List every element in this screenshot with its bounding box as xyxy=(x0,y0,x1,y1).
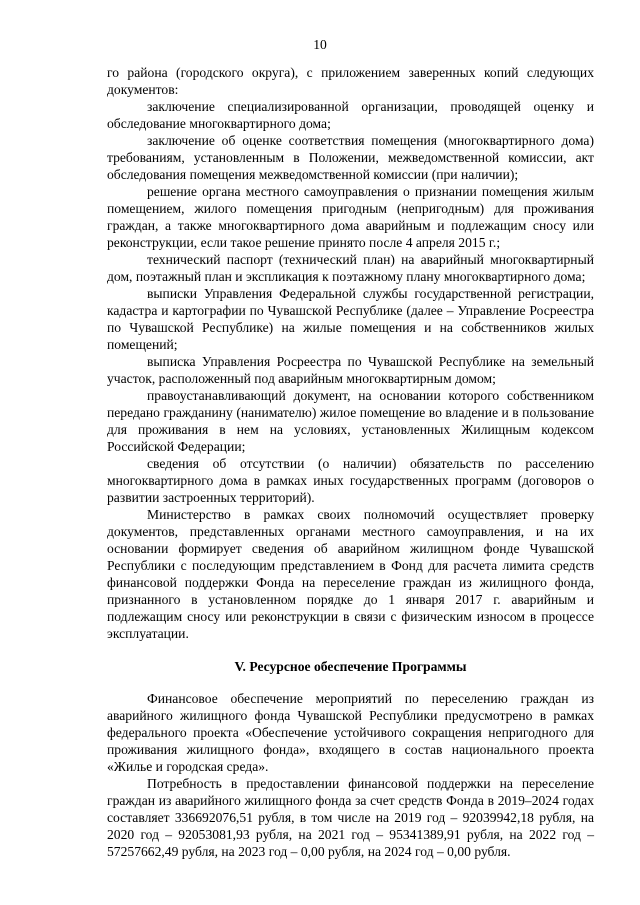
paragraph: заключение специализированной организации, проводящей оценку и обследование многоквартирного дома; xyxy=(107,99,594,131)
section-resources-text xyxy=(107,690,594,860)
paragraph: правоустанавливающий документ, на основании которого собственником передано гражданину (нанимателю) жилое помещение во владение и в пользование для проживания в нем на условиях, установленных Жилищным кодексом Российской Федерации; xyxy=(107,388,594,454)
paragraph: выписка Управления Росреестра по Чувашской Республике на земельный участок, расположенный под аварийным многоквартирным домом; xyxy=(107,354,594,386)
paragraph: решение органа местного самоуправления о признании помещения жилым помещением, жилого помещения пригодным (непригодным) для проживания граждан, а также многоквартирного дома аварийным и подлежащим сносу или реконструкции, если такое решение принято после 4 апреля 2015 г.; xyxy=(107,184,594,250)
page-number: 10 xyxy=(313,37,327,52)
paragraph: заключение об оценке соответствия помещения (многоквартирного дома) требованиям, установленным в Положении, межведомственной комиссии, акт обследования помещения межведомственной комиссии (при наличии); xyxy=(107,133,594,182)
paragraph: сведения об отсутствии (о наличии) обязательств по расселению многоквартирного дома в рамках иных государственных программ (договоров о развитии застроенных территорий). xyxy=(107,456,594,505)
paragraph: выписки Управления Федеральной службы государственной регистрации, кадастра и картографии по Чувашской Республике (далее – Управление Росреестра по Чувашской Республике) на жилые помещения и на собственников жилых помещений; xyxy=(107,286,594,352)
paragraph: технический паспорт (технический план) на аварийный многоквартирный дом, поэтажный план и экспликация к поэтажному плану многоквартирного дома; xyxy=(107,252,594,284)
section-heading: V. Ресурсное обеспечение Программы xyxy=(234,659,467,674)
paragraph: Министерство в рамках своих полномочий осуществляет проверку документов, представленных органами местного самоуправления, и на их основании формирует сведения об аварийном жилищном фонде Чувашской Республики с последующим представлением в Фонд для расчета лимита средств финансовой поддержки Фонда на переселение граждан из жилищного фонда, признанного в установленном порядке до 1 января 2017 г. аварийным и подлежащим сносу или реконструкции в связи с физическим износом в процессе эксплуатации. xyxy=(107,507,594,641)
document-body xyxy=(107,64,594,860)
paragraph: го района (городского округа), с приложением заверенных копий следующих документов: xyxy=(107,65,594,97)
paragraph: Потребность в предоставлении финансовой поддержки на переселение граждан из аварийного жилищного фонда за счет средств Фонда в 2019–2024 годах составляет 336692076,51 рубля, в том числе на 2019 год – 92039942,18 рубля, на 2020 год – 92053081,93 рубля, на 2021 год – 95341389,91 рубля, на 2022 год – 57257662,49 рубля, на 2023 год – 0,00 рубля, на 2024 год – 0,00 рубля. xyxy=(107,776,594,859)
paragraph: Финансовое обеспечение мероприятий по переселению граждан из аварийного жилищного фонда Чувашской Республики предусмотрено в рамках федерального проекта «Обеспечение устойчивого сокращения непригодного для проживания жилищного фонда», входящего в состав национального проекта «Жилье и городская среда». xyxy=(107,691,594,774)
section-requirements-list xyxy=(107,64,594,642)
